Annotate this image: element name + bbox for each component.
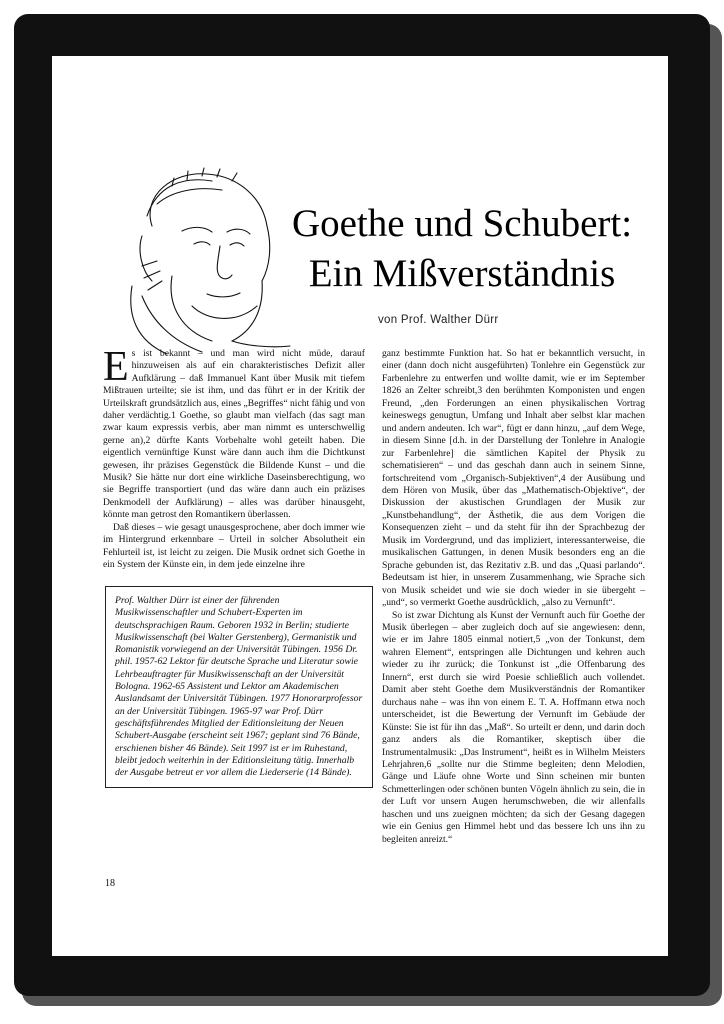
page-number: 18 [105,878,115,889]
paragraph: Daß dieses – wie gesagt unausgesprochene, aber doch immer wie im Hintergrund erkennbare – Urteil in solcher Absolutheit ein Fehlurteil ist, ist leicht zu zeigen. Die Musik ordnet sich Goethe in ein System der Künste ein, in dem jede einzelne ihre [103,521,365,570]
author-bio-box: Prof. Walther Dürr ist einer der führenden Musikwissenschaftler und Schubert-Experten im deutschsprachigen Raum. Geboren 1932 in Berlin; studierte Musikwissenschaft (bei Walter Gerstenberg), Germanistik und Romanistik vorwiegend an der Universität Tübingen. 1956 Dr. phil. 1957-62 Lektor für deutsche Sprache und Literatur sowie Lehrbeauftragter für Musikwissenschaft an der Universität Bologna. 1962-65 Assistent und Lektor am Akademischen Auslandsamt der Universität Tübingen. 1977 Honorarprofessor an der Universität Tübingen. 1965-97 war Prof. Dürr geschäftsführendes Mitglied der Editionsleitung der Neuen Schubert-Ausgabe (erscheint seit 1967; geplant sind 76 Bände, erschienen bisher 46 Bände). Seit 1997 ist er im Ruhestand, bleibt jedoch weiterhin in der Editionsleitung tätig. Innerhalb der Ausgabe betreut er vor allem die Liederserie (14 Bände). [105,586,373,788]
magazine-page [52,56,668,956]
right-column [382,348,645,846]
drop-cap: E [103,344,129,390]
paragraph: So ist zwar Dichtung als Kunst der Vernunft auch für Goethe der Musik überlegen – aber zugleich doch auf sie angewiesen: denn, wie er im Jahre 1805 einmal notiert,5 „von der Tonkunst, dem wahren Element“, entspringen alle Dichtungen und kehren auch wieder zu ihr zurück; die Tonkunst ist „die Offenbarung des Innern“, erst durch sie wird Poesie schließlich auch vollendet. Damit aber steht Goethe dem Musikverständnis der Romantiker durchaus nahe – was ihn von einem E. T. A. Hoffmann etwa noch unterscheidet, ist die Bewertung der Vernunft im Gebäude der Künste: Sie ist für ihn das „Maß“. So urteilt er denn, und darin doch ganz anders als die Romantiker, skeptisch über die Instrumentalmusik: „Das Instrument“, heißt es in Wilhelm Meisters Lehrjahren,6 „sollte nur die Stimme begleiten; denn Melodien, Gänge und Läufe ohne Worte und Sinn scheinen mir bunten Schmetterlingen oder schönen bunten Vögeln ähnlich zu sein, die in der Luft vor unsern Augen herumschweben, die wir allenfalls haschen und uns zueignen möchten; da sich der Gesang dagegen wie ein Genius gen Himmel hebt und das bessere Ich uns ihn zu begleiten anreizt.“ [382,609,645,845]
paragraph-text: s ist bekannt – und man wird nicht müde, darauf hinzuweisen als auf ein charakteristisches Defizit aller Aufklärung – daß Immanuel Kant über Musik mit tiefem Mißtrauen urteilte; sie ist ihm, und das führt er in der Kritik der Urteilskraft grundsätzlich aus, eines „Begriffes“ nicht fähig und von daher verdächtig.1 Goethe, so glaubt man vielfach (das sagt man zwar kaum expressis verbis, aber man nimmt es unterschwellig gerne an),2 dürfte Kants Vorbehalte wohl geteilt haben. Die eigentlich vernünftige Kunst wäre dann auch ihm die Dichtkunst gewesen, ihr präzises Gegenstück die Bildende Kunst – und die Musik? Sie hätte nur dort eine wirkliche Daseinsberechtigung, wo sie Begriffe transportiert (und das wäre dann auch ein präzises Denkmodell der Aufklärung) – alles was darüber hinausgeht, könnte man getrost den Romantikern überlassen. [103,348,365,521]
article-title [277,199,647,299]
goethe-portrait-sketch [112,156,292,356]
paragraph [103,344,365,522]
author-byline: von Prof. Walther Dürr [378,314,499,326]
left-column [103,344,365,571]
title-line-2: Ein Mißverständnis [308,252,616,295]
title-line-1: Goethe und Schubert: [291,202,633,245]
paragraph: ganz bestimmte Funktion hat. So hat er bekanntlich versucht, in einer (dann doch nicht ausgeführten) Tonlehre ein Gegenstück zur Farbenlehre zu entwerfen und wollte damit, wie er im September 1826 an Zelter schreibt,3 den berühmten Komponisten und engen Freund, „den Forderungen an einen physikalischen Vortrag keineswegs genugtun, Umfang und Inhalt aber selbst klar machen und andern andeuten. Ich war“, fügt er dann hinzu, „auf dem Wege, in diesem Sinne [d.h. in der Darstellung der Tonlehre in Analogie zur Farbenlehre] die sämtlichen Kapitel der Physik zu schematisieren“ – und das geschah dann auch in seinem Sinne, fortschreitend vom „Organisch-Subjektiven“,4 der Ausübung und dem Hören von Musik, über das „Mathematisch-Objektive“, der Diskussion der akustischen Grundlagen der Musik zur „Kunstbehandlung“, der Ästhetik, die aus dem Vorigen die Konsequenzen zieht – und da steht für ihn der Sprachbezug der Musik im Vordergrund, und das impliziert, interessanterweise, die musikalischen Gattungen, in denen Musik besonders eng an die Sprache gebunden ist, das Rezitativ z.B. und das „Quasi parlando“. Bedeutsam ist hier, in unserem Zusammenhang, wie Sprache sich von Musik scheidet und wie sie doch wieder in sie übergeht – „und“, so vermerkt Goethe ausdrücklich, „also zu Vernunft“. [382,348,645,609]
